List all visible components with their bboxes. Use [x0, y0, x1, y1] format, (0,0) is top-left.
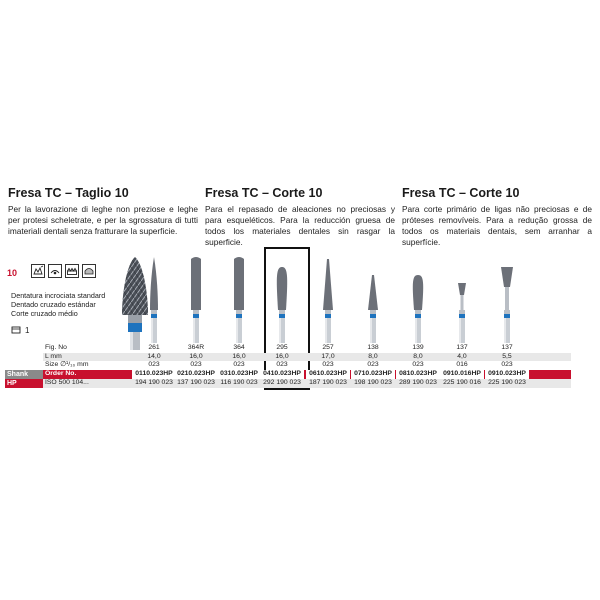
crown-milling-icon	[31, 264, 45, 278]
cell-order[interactable]: 0410.023HP	[260, 370, 304, 379]
cell-l: 16,0	[232, 352, 246, 360]
cell-fig: 364	[233, 344, 245, 351]
cell-size: 023	[190, 361, 202, 368]
cell-l: 8,0	[368, 352, 378, 360]
cell-iso: 289 190 023	[399, 379, 437, 386]
column-title-it: Fresa TC – Taglio 10	[8, 186, 129, 200]
column-title-es: Fresa TC – Corte 10	[205, 186, 323, 200]
cell-size: 023	[233, 361, 245, 368]
cell-iso: 194 190 023	[135, 379, 173, 386]
cell-order[interactable]: 0910.016HP	[440, 370, 484, 379]
row-label-fig: Fig. No	[45, 344, 67, 351]
cell-order[interactable]: 0810.023HP	[396, 370, 440, 379]
cell-size: 023	[367, 361, 379, 368]
bur-image-257	[318, 255, 338, 343]
row-label-length: L mm	[45, 352, 62, 360]
cell-iso: 225 190 016	[443, 379, 481, 386]
cell-size: 023	[276, 361, 288, 368]
bur-image-138	[363, 255, 383, 343]
row-size	[43, 361, 571, 370]
cell-size: 023	[412, 361, 424, 368]
cell-l: 17,0	[321, 352, 335, 360]
cell-iso: 198 190 023	[354, 379, 392, 386]
column-it	[8, 186, 198, 237]
cell-iso: 137 190 023	[177, 379, 215, 386]
bur-image-139	[408, 255, 428, 343]
cut-description-pt: Corte cruzado médio	[11, 309, 78, 319]
cell-fig: 257	[322, 344, 334, 351]
bur-image-261	[144, 255, 164, 343]
cell-order[interactable]: 0710.023HP	[351, 370, 395, 379]
model-casting-icon	[48, 264, 62, 278]
package-icon	[11, 325, 21, 335]
cell-l: 8,0	[413, 352, 423, 360]
column-text-es: Para el repasado de aleaciones no preciosas y para esqueléticos. Para la reducción gruesa de todos los materiales dentales sin rasgar la superficie.	[205, 204, 395, 247]
cell-fig: 295	[276, 344, 288, 351]
cell-l: 16,0	[275, 352, 289, 360]
bur-image-364	[229, 255, 249, 343]
cell-l: 4,0	[457, 352, 467, 360]
cell-order[interactable]: 0110.023HP	[132, 370, 176, 379]
cell-fig: 137	[456, 344, 468, 351]
cell-fig: 364R	[187, 344, 205, 351]
cell-fig: 261	[148, 344, 160, 351]
cell-fig: 137	[501, 344, 513, 351]
pack-quantity-value: 1	[25, 325, 30, 335]
cut-number: 10	[7, 268, 18, 278]
cell-fig: 138	[367, 344, 379, 351]
column-title-pt: Fresa TC – Corte 10	[402, 186, 520, 200]
cell-iso: 225 190 023	[488, 379, 526, 386]
cell-size: 016	[456, 361, 468, 368]
cell-order[interactable]: 0910.023HP	[485, 370, 529, 379]
bur-image-364r	[186, 255, 206, 343]
cell-size: 023	[501, 361, 513, 368]
column-text-pt: Para corte primário de ligas não preciosas e de próteses removíveis. Para a redução grossa de todos os materiais dentais, sem arranhar a superfície.	[402, 204, 592, 247]
cell-l: 5,5	[502, 352, 512, 360]
cell-iso: 187 190 023	[309, 379, 347, 386]
plaster-icon	[82, 264, 96, 278]
cell-iso: 292 190 023	[263, 379, 301, 386]
row-length	[43, 353, 571, 362]
cut-description-es: Dentado cruzado estándar	[11, 300, 96, 310]
denture-icon	[65, 264, 79, 278]
row-label-size: Size ∅¹/₁₀ mm	[45, 361, 89, 368]
application-icons	[31, 264, 96, 278]
cell-order[interactable]: 0310.023HP	[217, 370, 261, 379]
cell-l: 16,0	[189, 352, 203, 360]
cell-l: 14,0	[147, 352, 161, 360]
row-fig-no	[43, 344, 571, 353]
cell-order[interactable]: 0210.023HP	[174, 370, 218, 379]
row-label-order: Order No.	[45, 370, 77, 377]
row-iso	[43, 379, 571, 388]
cell-size: 023	[148, 361, 160, 368]
cell-fig: 139	[412, 344, 424, 351]
hp-label: HP	[5, 379, 43, 388]
pack-quantity	[11, 325, 29, 335]
column-es	[205, 186, 395, 248]
cut-description	[11, 291, 105, 319]
column-pt	[402, 186, 592, 248]
cell-order[interactable]: 0610.023HP	[306, 370, 350, 379]
cut-description-it: Dentatura incrociata standard	[11, 291, 106, 300]
bur-image-137	[497, 255, 517, 343]
cell-size: 023	[322, 361, 334, 368]
bur-image-137	[452, 255, 472, 343]
cell-iso: 116 190 023	[220, 379, 258, 386]
row-order-no	[43, 370, 571, 379]
row-label-iso: ISO 500 104...	[45, 379, 89, 386]
shank-label: Shank	[5, 370, 43, 379]
column-text-it: Per la lavorazione di leghe non preziose e leghe per protesi scheletrate, e per la sgrossatura di tutti imateriali dentali senza fratturare la superficie.	[8, 204, 198, 236]
